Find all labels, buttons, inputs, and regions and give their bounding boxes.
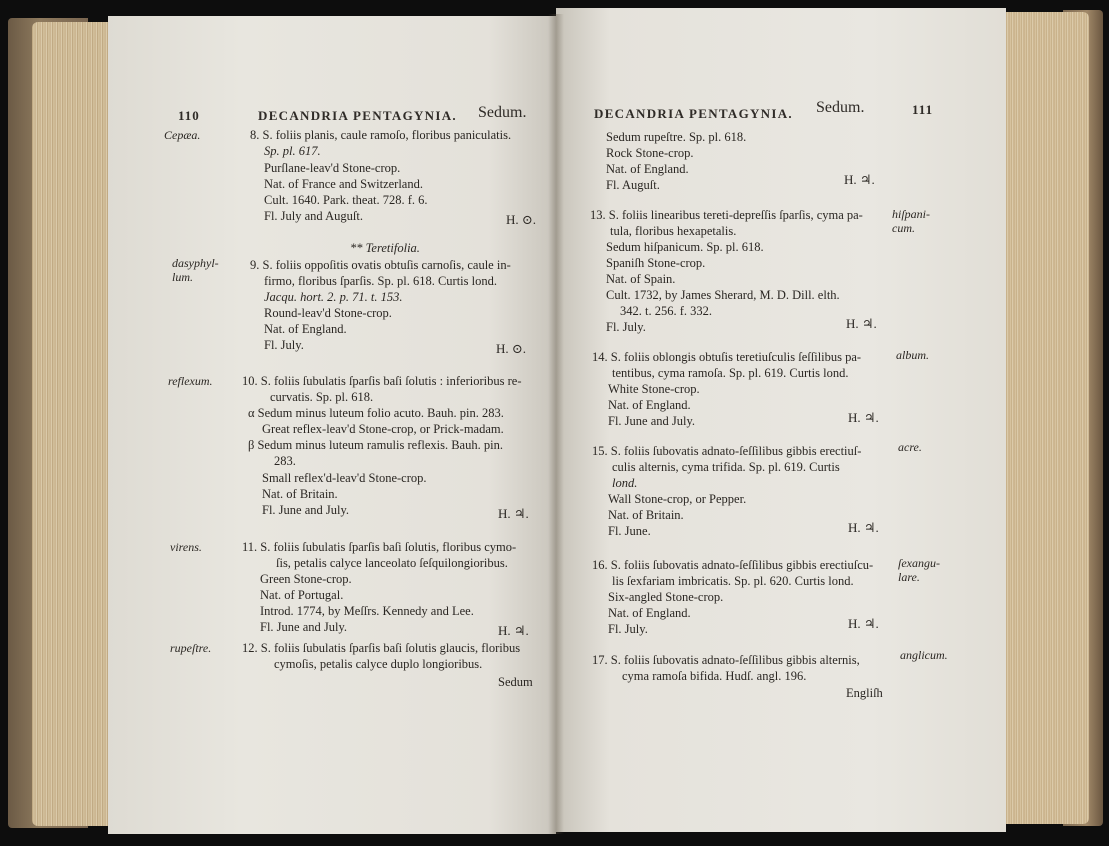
text-line: Green Stone-crop.: [260, 572, 352, 586]
margin-note: anglicum.: [900, 648, 948, 662]
habit-symbol: H. ⊙.: [496, 341, 527, 356]
book-gutter: [548, 14, 564, 834]
habit-symbol: H. ♃.: [844, 172, 875, 187]
margin-note: album.: [896, 348, 929, 362]
running-genus: Sedum.: [478, 104, 527, 121]
text-line: Fl. June and July.: [608, 414, 696, 428]
habit-symbol: H. ♃.: [846, 316, 877, 331]
page-edges-left: [32, 22, 112, 826]
text-line: firmo, floribus ſparſis. Sp. pl. 618. Curtis lond.: [264, 274, 497, 288]
page-edges-right: [997, 12, 1089, 824]
margin-note: reflexum.: [168, 374, 213, 388]
text-line: curvatis. Sp. pl. 618.: [270, 390, 374, 404]
margin-note: virens.: [170, 540, 202, 554]
text-line: Purſlane-leav'd Stone-crop.: [264, 161, 401, 175]
text-line: Small reflex'd-leav'd Stone-crop.: [262, 471, 427, 485]
catchword: Sedum: [498, 675, 533, 689]
habit-symbol: H. ♃.: [848, 616, 879, 631]
text-line: cyma ramoſa bifida. Hudſ. angl. 196.: [622, 669, 807, 683]
page-number: 110: [178, 108, 200, 123]
text-line: 9. S. foliis oppoſitis ovatis obtuſis carnoſis, caule in-: [250, 258, 511, 272]
text-line: Nat. of France and Switzerland.: [264, 177, 423, 191]
text-line: Round-leav'd Stone-crop.: [264, 306, 392, 320]
text-line: Cult. 1640. Park. theat. 728. f. 6.: [264, 193, 428, 207]
text-line: lis ſexfariam imbricatis. Sp. pl. 620. Curtis lond.: [612, 574, 854, 588]
margin-note: lum.: [172, 270, 193, 284]
habit-symbol: H. ♃.: [848, 520, 879, 535]
text-line: tentibus, cyma ramoſa. Sp. pl. 619. Curtis lond.: [612, 366, 849, 380]
text-line: 17. S. foliis ſubovatis adnato-ſeſſilibus gibbis alternis,: [592, 653, 860, 667]
text-line: 10. S. foliis ſubulatis ſparſis baſi ſolutis : inferioribus re-: [242, 374, 522, 388]
text-line: Cult. 1732, by James Sherard, M. D. Dill. elth.: [606, 288, 840, 302]
text-line: Nat. of Portugal.: [260, 588, 344, 602]
habit-symbol: H. ♃.: [498, 623, 529, 638]
text-line: Sedum rupeſtre. Sp. pl. 618.: [606, 130, 747, 144]
text-line: tula, floribus hexapetalis.: [610, 224, 737, 238]
margin-note: dasyphyl-: [172, 256, 219, 270]
text-line: lond.: [612, 476, 638, 490]
text-line: 11. S. foliis ſubulatis ſparſis baſi ſolutis, floribus cymo-: [242, 540, 517, 554]
text-line: Six-angled Stone-crop.: [608, 590, 724, 604]
text-line: Nat. of England.: [608, 398, 691, 412]
text-line: Fl. Auguſt.: [606, 178, 660, 192]
text-line: ſis, petalis calyce lanceolato ſeſquilongioribus.: [276, 556, 508, 570]
right-page: [556, 8, 1006, 832]
text-line: Nat. of England.: [608, 606, 691, 620]
text-line: 15. S. foliis ſubovatis adnato-ſeſſilibus gibbis erectiuſ-: [592, 444, 862, 458]
running-head: DECANDRIA PENTAGYNIA.: [594, 106, 793, 121]
running-head: DECANDRIA PENTAGYNIA.: [258, 108, 457, 123]
text-line: Fl. June.: [608, 524, 651, 538]
text-line: Jacqu. hort. 2. p. 71. t. 153.: [264, 290, 403, 304]
text-line: Sedum hiſpanicum. Sp. pl. 618.: [606, 240, 764, 254]
margin-note: acre.: [898, 440, 922, 454]
text-line: Introd. 1774, by Meſſrs. Kennedy and Lee.: [260, 604, 474, 618]
habit-symbol: H. ⊙.: [506, 212, 537, 227]
text-line: 8. S. foliis planis, caule ramoſo, floribus paniculatis.: [250, 128, 512, 142]
habit-symbol: H. ♃.: [848, 410, 879, 425]
margin-note: rupeſtre.: [170, 641, 212, 655]
margin-note: cum.: [892, 221, 915, 235]
text-line: Fl. July and Auguſt.: [264, 209, 363, 223]
text-line: culis alternis, cyma trifida. Sp. pl. 619. Curtis: [612, 460, 840, 474]
text-line: cymoſis, petalis calyce duplo longioribus.: [274, 657, 483, 671]
text-line: Nat. of England.: [606, 162, 689, 176]
page-number: 111: [912, 102, 934, 117]
text-line: 283.: [274, 454, 296, 468]
catchword: Engliſh: [846, 686, 883, 700]
text-line: Great reflex-leav'd Stone-crop, or Prick-madam.: [262, 422, 504, 436]
margin-note: Cepæa.: [164, 128, 201, 142]
text-line: Fl. June and July.: [260, 620, 348, 634]
section-heading: ** Teretifolia.: [350, 241, 420, 255]
left-page: [108, 16, 556, 834]
running-genus: Sedum.: [816, 99, 865, 116]
text-line: White Stone-crop.: [608, 382, 700, 396]
text-line: Fl. July.: [608, 622, 648, 636]
text-line: 342. t. 256. f. 332.: [620, 304, 713, 318]
text-line: α Sedum minus luteum folio acuto. Bauh. pin. 283.: [248, 406, 504, 420]
text-line: β Sedum minus luteum ramulis reflexis. Bauh. pin.: [248, 438, 503, 452]
text-line: Rock Stone-crop.: [606, 146, 694, 160]
text-line: 16. S. foliis ſubovatis adnato-ſeſſilibus gibbis erectiuſcu-: [592, 558, 874, 572]
text-line: Sp. pl. 617.: [264, 144, 321, 158]
text-line: Fl. June and July.: [262, 503, 350, 517]
text-line: 14. S. foliis oblongis obtuſis teretiuſculis ſeſſilibus pa-: [592, 350, 862, 364]
margin-note: hiſpani-: [892, 207, 930, 221]
margin-note: lare.: [898, 570, 920, 584]
text-line: Fl. July.: [264, 338, 304, 352]
text-line: Wall Stone-crop, or Pepper.: [608, 492, 747, 506]
margin-note: ſexangu-: [898, 556, 940, 570]
text-line: 12. S. foliis ſubulatis ſparſis baſi ſolutis glaucis, floribus: [242, 641, 521, 655]
text-line: Nat. of Britain.: [262, 487, 338, 501]
text-line: Nat. of England.: [264, 322, 347, 336]
text-line: Fl. July.: [606, 320, 646, 334]
habit-symbol: H. ♃.: [498, 506, 529, 521]
text-line: Spaniſh Stone-crop.: [606, 256, 706, 270]
text-line: 13. S. foliis linearibus tereti-depreſſis ſparſis, cyma pa-: [590, 208, 863, 222]
text-line: Nat. of Spain.: [606, 272, 676, 286]
text-line: Nat. of Britain.: [608, 508, 684, 522]
